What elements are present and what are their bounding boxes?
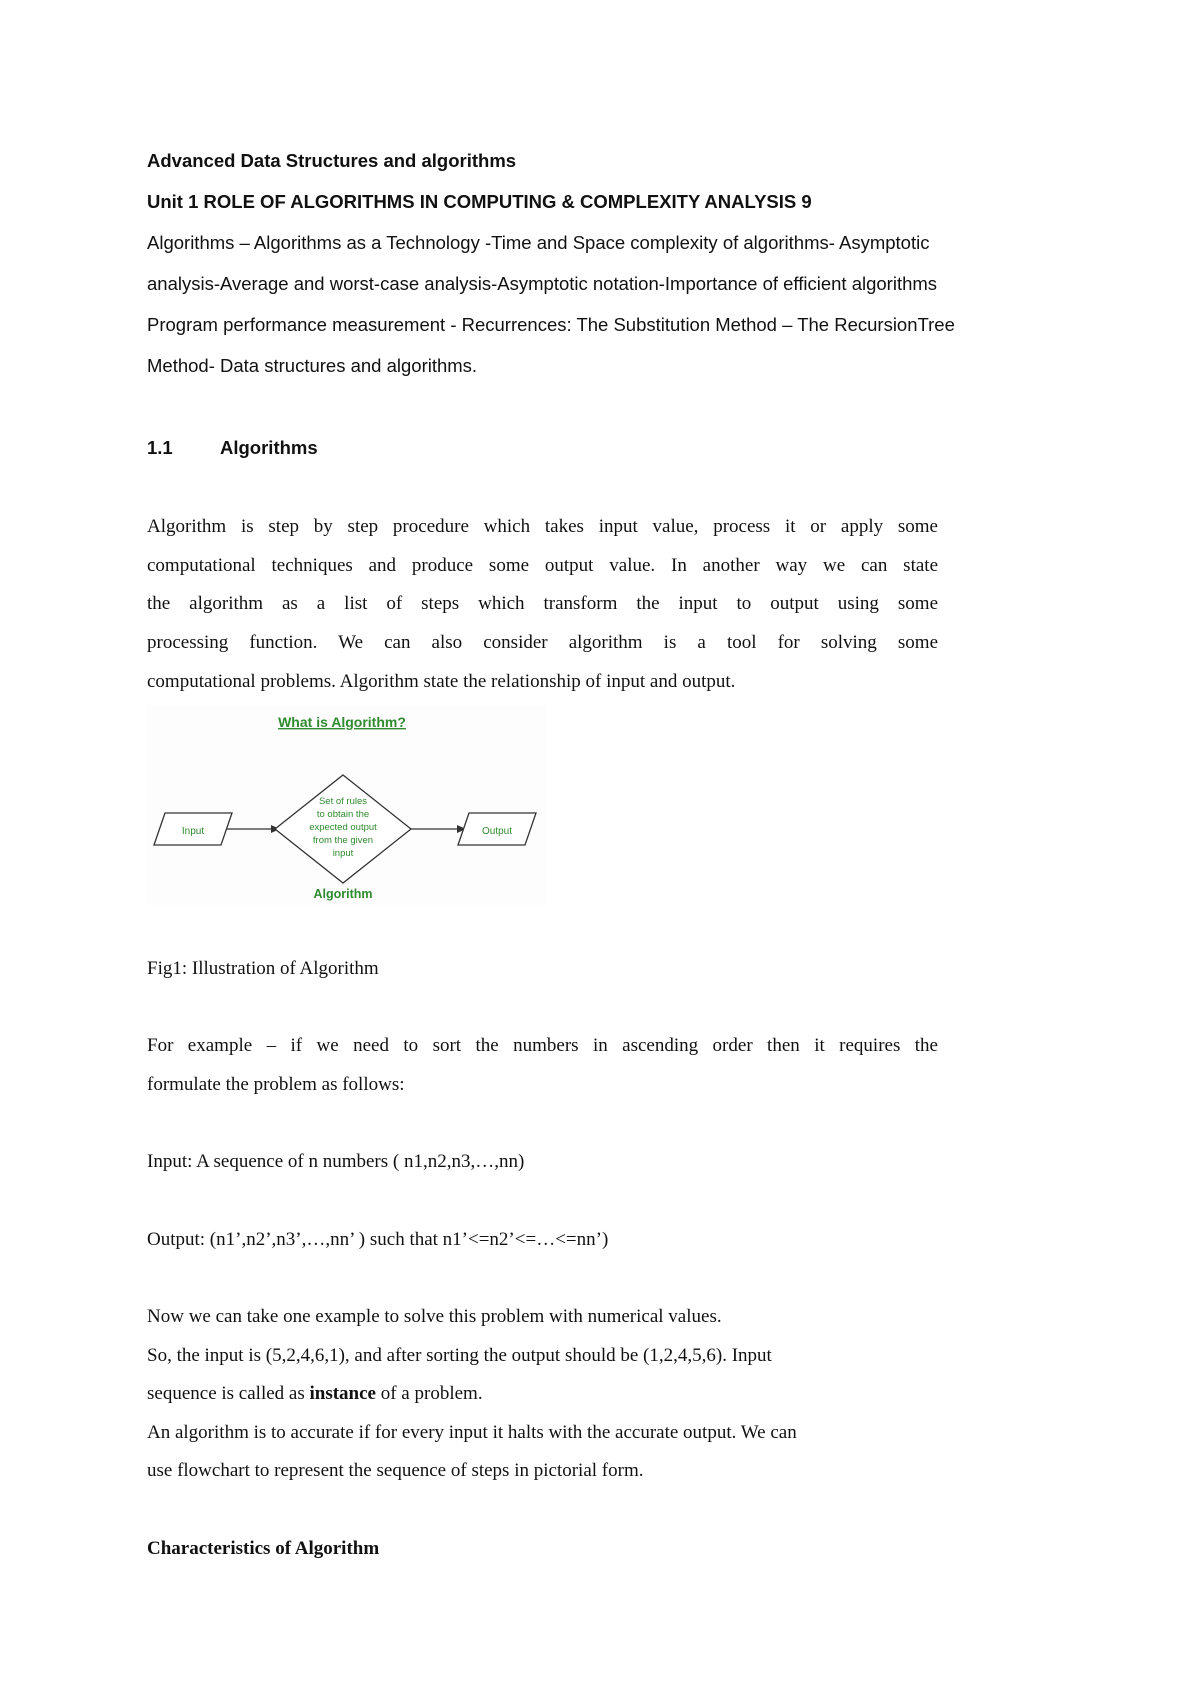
paragraph-line: For example – if we need to sort the numbers in ascending order then it requires the <box>147 1035 938 1056</box>
section-number: 1.1 <box>147 437 173 458</box>
diamond-text-line: to obtain the <box>316 809 370 820</box>
instance-term: instance <box>309 1383 376 1404</box>
section-title: Algorithms <box>220 437 318 458</box>
characteristics-heading: Characteristics of Algorithm <box>147 1538 380 1559</box>
input-definition: Input: A sequence of n numbers ( n1,n2,n3,…,nn) <box>147 1151 525 1172</box>
diamond-text-line: Set of rules <box>318 796 368 807</box>
paragraph-line: An algorithm is to accurate if for every input it halts with the accurate output. We can <box>147 1422 797 1443</box>
paragraph-line: Now we can take one example to solve this problem with numerical values. <box>147 1306 722 1327</box>
paragraph-line: Algorithm is step by step procedure which takes input value, process it or apply some <box>147 516 938 537</box>
output-definition: Output: (n1’,n2’,n3’,…,nn’ ) such that n1’<=n2’<=…<=nn’) <box>147 1229 609 1250</box>
paragraph-line: processing function. We can also consider algorithm is a tool for solving some <box>147 632 938 653</box>
syllabus-line: Program performance measurement - Recurrences: The Substitution Method – The RecursionTree <box>147 314 955 335</box>
paragraph-line: So, the input is (5,2,4,6,1), and after sorting the output should be (1,2,4,5,6). Input <box>147 1345 772 1366</box>
paragraph-line <box>147 1383 483 1405</box>
algorithm-figure <box>147 705 547 905</box>
paragraph-line: use flowchart to represent the sequence of steps in pictorial form. <box>147 1460 644 1481</box>
diamond-text-line: input <box>332 848 354 859</box>
paragraph-line: formulate the problem as follows: <box>147 1074 405 1095</box>
syllabus-line: analysis-Average and worst-case analysis-Asymptotic notation-Importance of efficient algorithms <box>147 273 938 294</box>
diamond-text-line: from the given <box>312 835 374 846</box>
figure-heading: What is Algorithm? <box>278 714 406 730</box>
syllabus-line: Method- Data structures and algorithms. <box>147 355 478 376</box>
diamond-caption: Algorithm <box>313 887 373 901</box>
output-label: Output <box>481 826 513 837</box>
paragraph-line: computational techniques and produce some output value. In another way we can state <box>147 555 938 576</box>
paragraph-line: the algorithm as a list of steps which transform the input to output using some <box>147 593 938 614</box>
input-label: Input <box>181 826 205 837</box>
paragraph-line: computational problems. Algorithm state the relationship of input and output. <box>147 671 736 692</box>
syllabus-line: Algorithms – Algorithms as a Technology -Time and Space complexity of algorithms- Asymptotic <box>147 232 930 253</box>
text-segment: of a problem. <box>375 1383 483 1404</box>
diamond-text-line: expected output <box>309 822 377 833</box>
text-segment: sequence is called as <box>147 1383 310 1404</box>
algorithm-diagram <box>147 705 547 905</box>
figure-caption: Fig1: Illustration of Algorithm <box>147 958 379 979</box>
unit-heading: Unit 1 ROLE OF ALGORITHMS IN COMPUTING & COMPLEXITY ANALYSIS 9 <box>147 191 812 212</box>
document-title: Advanced Data Structures and algorithms <box>147 150 517 171</box>
